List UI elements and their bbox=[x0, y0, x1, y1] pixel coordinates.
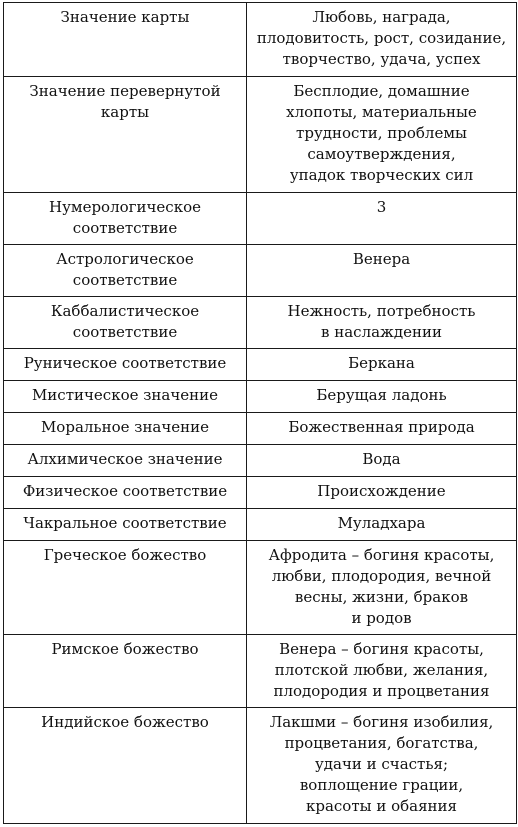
row-label-runic: Руническое соответствие bbox=[4, 349, 247, 381]
row-label-physical: Физическое соответствие bbox=[4, 477, 247, 509]
row-label-moral: Моральное значение bbox=[4, 413, 247, 445]
row-label-roman-deity: Римское божество bbox=[4, 635, 247, 708]
table-row bbox=[4, 509, 517, 541]
row-value-moral: Божественная природа bbox=[247, 413, 517, 445]
row-value-greek-deity: Афродита – богиня красоты, любви, плодородия, вечной весны, жизни, браков и родов bbox=[247, 541, 517, 635]
row-label-alchemy: Алхимическое значение bbox=[4, 445, 247, 477]
table-row bbox=[4, 541, 517, 635]
row-label-kabbalah: Каббалистическое соответствие bbox=[4, 297, 247, 349]
table-row bbox=[4, 245, 517, 297]
row-label-reversed-meaning: Значение перевернутой карты bbox=[4, 77, 247, 193]
table-row bbox=[4, 193, 517, 245]
row-value-alchemy: Вода bbox=[247, 445, 517, 477]
row-label-greek-deity: Греческое божество bbox=[4, 541, 247, 635]
row-value-mystic: Берущая ладонь bbox=[247, 381, 517, 413]
table-row bbox=[4, 297, 517, 349]
row-value-chakra: Муладхара bbox=[247, 509, 517, 541]
table-row bbox=[4, 77, 517, 193]
table-row bbox=[4, 445, 517, 477]
row-label-astrology: Астрологическое соответствие bbox=[4, 245, 247, 297]
row-value-runic: Беркана bbox=[247, 349, 517, 381]
row-label-indian-deity: Индийское божество bbox=[4, 708, 247, 824]
table-row bbox=[4, 3, 517, 77]
row-label-mystic: Мистическое значение bbox=[4, 381, 247, 413]
row-value-physical: Происхождение bbox=[247, 477, 517, 509]
table-row bbox=[4, 635, 517, 708]
row-label-card-meaning: Значение карты bbox=[4, 3, 247, 77]
table-row bbox=[4, 349, 517, 381]
table-row bbox=[4, 708, 517, 824]
table-row bbox=[4, 477, 517, 509]
table-row bbox=[4, 381, 517, 413]
correspondence-table bbox=[3, 2, 517, 824]
row-value-numerology: 3 bbox=[247, 193, 517, 245]
table-row bbox=[4, 413, 517, 445]
row-value-astrology: Венера bbox=[247, 245, 517, 297]
row-value-roman-deity: Венера – богиня красоты, плотской любви, желания, плодородия и процветания bbox=[247, 635, 517, 708]
row-label-chakra: Чакральное соответствие bbox=[4, 509, 247, 541]
row-value-reversed-meaning: Бесплодие, домашние хлопоты, материальные трудности, проблемы самоутверждения, упадок творческих сил bbox=[247, 77, 517, 193]
row-label-numerology: Нумерологическое соответствие bbox=[4, 193, 247, 245]
row-value-card-meaning: Любовь, награда, плодовитость, рост, созидание, творчество, удача, успех bbox=[247, 3, 517, 77]
row-value-kabbalah: Нежность, потребность в наслаждении bbox=[247, 297, 517, 349]
row-value-indian-deity: Лакшми – богиня изобилия, процветания, богатства, удачи и счастья; воплощение грации, красоты и обаяния bbox=[247, 708, 517, 824]
